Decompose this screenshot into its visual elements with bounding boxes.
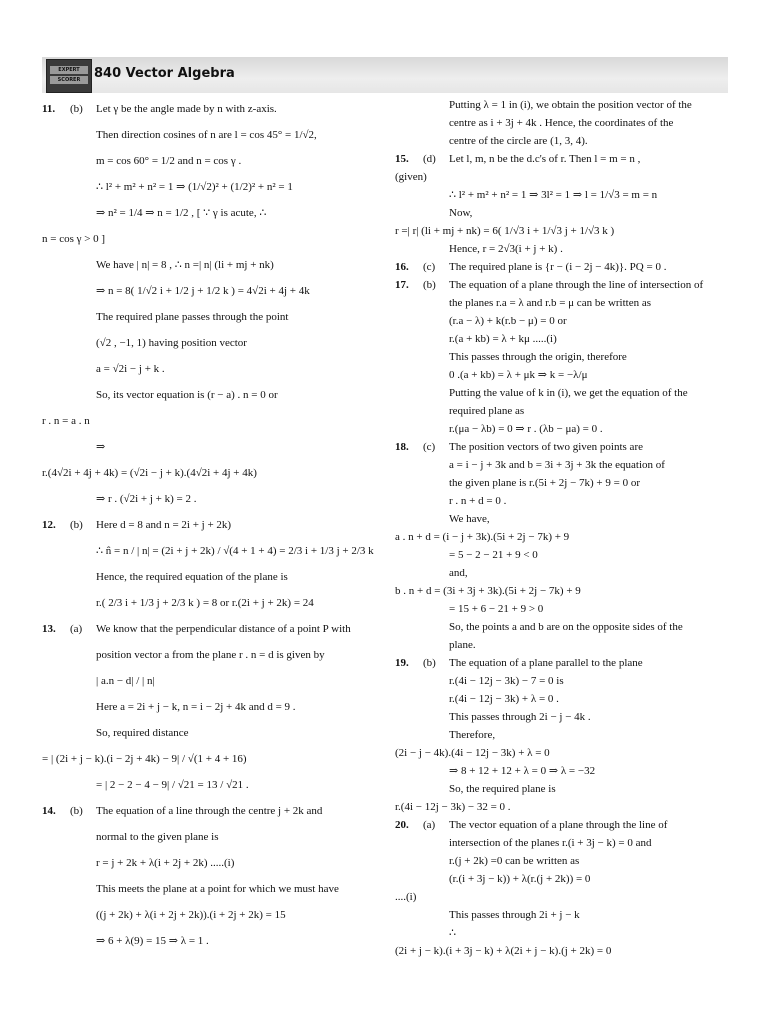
solution-text: required plane as bbox=[449, 405, 525, 417]
solution-text: r.(4i − 12j − 3k) + λ = 0 . bbox=[449, 693, 559, 705]
solution-line bbox=[395, 528, 735, 546]
solution-line bbox=[395, 564, 735, 582]
solution-line bbox=[395, 654, 735, 672]
solution-line bbox=[395, 222, 735, 240]
solution-text: Here d = 8 and n = 2i + j + 2k) bbox=[96, 519, 232, 531]
solution-text: n = cos γ > 0 ] bbox=[42, 233, 106, 245]
solution-text: The equation of a plane through the line of intersection of bbox=[449, 279, 704, 291]
solution-text: = | 2 − 2 − 4 − 9| / √21 = 13 / √21 . bbox=[96, 779, 249, 791]
solution-text: the planes r.a = λ and r.b = μ can be written as bbox=[449, 297, 652, 309]
solution-text: r.(μa − λb) = 0 ⇒ r . (λb − μa) = 0 . bbox=[449, 423, 603, 435]
solution-text: ....(i) bbox=[395, 891, 417, 903]
logo-line-2: SCORER bbox=[50, 76, 88, 84]
solution-line bbox=[395, 330, 735, 348]
solution-line bbox=[395, 672, 735, 690]
solution-text: Putting the value of k in (i), we get the equation of the bbox=[449, 387, 688, 399]
question-number: 13. bbox=[42, 623, 56, 635]
solution-line bbox=[395, 636, 735, 654]
right-column bbox=[395, 96, 735, 960]
question-number: 14. bbox=[42, 805, 56, 817]
solution-line bbox=[395, 150, 735, 168]
solution-line bbox=[395, 186, 735, 204]
solution-line bbox=[395, 276, 735, 294]
logo-line-1: EXPERT bbox=[50, 66, 88, 74]
page-header bbox=[42, 57, 728, 93]
solution-line bbox=[395, 366, 735, 384]
solution-text: We have | n| = 8 , ∴ n =| n| (li + mj + nk) bbox=[96, 259, 274, 271]
solution-line bbox=[395, 942, 735, 960]
answer-option: (a) bbox=[70, 623, 83, 635]
solution-text: (r.a − λ) + k(r.b − μ) = 0 or bbox=[449, 315, 567, 327]
solution-text: The equation of a line through the centre j + 2k and bbox=[96, 805, 323, 817]
solution-line bbox=[395, 168, 735, 186]
answer-option: (b) bbox=[70, 519, 83, 531]
solution-text: The required plane passes through the point bbox=[96, 311, 289, 323]
solution-line bbox=[395, 780, 735, 798]
solution-line bbox=[42, 434, 372, 460]
question-number: 19. bbox=[395, 657, 409, 669]
solution-line bbox=[395, 132, 735, 150]
solution-text: m = cos 60° = 1/2 and n = cos γ . bbox=[96, 155, 242, 167]
solution-line bbox=[395, 852, 735, 870]
solution-line bbox=[42, 96, 372, 122]
solution-line bbox=[42, 278, 372, 304]
solution-text: ((j + 2k) + λ(i + 2j + 2k)).(i + 2j + 2k) = 15 bbox=[96, 909, 286, 921]
solution-text: ⇒ n = 8( 1/√2 i + 1/2 j + 1/2 k ) = 4√2i + 4j + 4k bbox=[96, 285, 310, 297]
solution-text: a = √2i − j + k . bbox=[96, 363, 165, 375]
solution-text: a . n + d = (i − j + 3k).(5i + 2j − 7k) + 9 bbox=[395, 531, 570, 543]
solution-line bbox=[395, 600, 735, 618]
solution-line bbox=[395, 924, 735, 942]
solution-text: ∴ bbox=[449, 927, 456, 939]
solution-text: (r.(i + 3j − k)) + λ(r.(j + 2k)) = 0 bbox=[449, 873, 591, 885]
solution-text: position vector a from the plane r . n = d is given by bbox=[96, 649, 325, 661]
solution-text: ⇒ 6 + λ(9) = 15 ⇒ λ = 1 . bbox=[96, 935, 209, 947]
solution-text: Putting λ = 1 in (i), we obtain the position vector of the bbox=[449, 99, 692, 111]
solution-text: So, its vector equation is (r − a) . n = 0 or bbox=[96, 389, 278, 401]
solution-line bbox=[395, 726, 735, 744]
solution-line bbox=[395, 240, 735, 258]
solution-text: centre of the circle are (1, 3, 4). bbox=[449, 135, 588, 147]
solution-line bbox=[395, 582, 735, 600]
solution-line bbox=[395, 834, 735, 852]
solution-line bbox=[395, 690, 735, 708]
solution-line bbox=[395, 474, 735, 492]
solution-line bbox=[42, 694, 372, 720]
solution-line bbox=[42, 668, 372, 694]
solution-line bbox=[42, 928, 372, 954]
solution-text: The vector equation of a plane through the line of bbox=[449, 819, 668, 831]
solution-line bbox=[395, 294, 735, 312]
solution-line bbox=[42, 486, 372, 512]
solution-line bbox=[42, 538, 372, 564]
solution-line bbox=[42, 122, 372, 148]
solution-line bbox=[395, 510, 735, 528]
solution-text: r.(4i − 12j − 3k) − 32 = 0 . bbox=[395, 801, 511, 813]
solution-line bbox=[395, 96, 735, 114]
solution-text: ∴ l² + m² + n² = 1 ⇒ (1/√2)² + (1/2)² + n² = 1 bbox=[96, 181, 293, 193]
solution-text: the given plane is r.(5i + 2j − 7k) + 9 = 0 or bbox=[449, 477, 641, 489]
solution-line bbox=[395, 744, 735, 762]
question-number: 15. bbox=[395, 153, 409, 165]
solution-text: r.( 2/3 i + 1/3 j + 2/3 k ) = 8 or r.(2i + j + 2k) = 24 bbox=[96, 597, 314, 609]
solution-text: r . n + d = 0 . bbox=[449, 495, 507, 507]
solution-text: ⇒ bbox=[96, 441, 106, 453]
solution-text: Hence, r = 2√3(i + j + k) . bbox=[449, 243, 563, 255]
solution-text: b . n + d = (3i + 3j + 3k).(5i + 2j − 7k) + 9 bbox=[395, 585, 581, 597]
answer-option: (d) bbox=[423, 153, 436, 165]
solution-line bbox=[42, 798, 372, 824]
answer-option: (c) bbox=[423, 261, 436, 273]
solution-line bbox=[395, 402, 735, 420]
solution-line bbox=[42, 304, 372, 330]
publisher-logo bbox=[46, 59, 92, 93]
solution-text: a = i − j + 3k and b = 3i + 3j + 3k the equation of bbox=[449, 459, 665, 471]
answer-option: (a) bbox=[423, 819, 436, 831]
solution-line bbox=[42, 590, 372, 616]
solution-line bbox=[42, 460, 372, 486]
solution-text: Hence, the required equation of the plane is bbox=[96, 571, 288, 583]
solution-line bbox=[42, 616, 372, 642]
answer-option: (b) bbox=[70, 805, 83, 817]
solution-line bbox=[395, 492, 735, 510]
solution-line bbox=[42, 174, 372, 200]
solution-line bbox=[42, 564, 372, 590]
solution-text: This passes through 2i + j − k bbox=[449, 909, 580, 921]
solution-line bbox=[395, 546, 735, 564]
solution-text: = | (2i + j − k).(i − 2j + 4k) − 9| / √(1 + 4 + 16) bbox=[42, 753, 247, 765]
question-number: 20. bbox=[395, 819, 409, 831]
solution-line bbox=[42, 512, 372, 538]
solution-text: r . n = a . n bbox=[42, 415, 90, 427]
left-column bbox=[42, 96, 372, 954]
solution-text: This passes through the origin, therefore bbox=[449, 351, 627, 363]
solution-line bbox=[395, 708, 735, 726]
solution-line bbox=[395, 312, 735, 330]
solution-text: Let l, m, n be the d.c's of r. Then l = m = n , bbox=[449, 153, 641, 165]
solution-line bbox=[42, 720, 372, 746]
solution-line bbox=[42, 642, 372, 668]
question-number: 11. bbox=[42, 103, 56, 115]
question-number: 17. bbox=[395, 279, 409, 291]
solution-text: = 5 − 2 − 21 + 9 < 0 bbox=[449, 549, 538, 561]
solution-line bbox=[395, 420, 735, 438]
solution-line bbox=[395, 258, 735, 276]
solution-text: (√2 , −1, 1) having position vector bbox=[96, 337, 247, 349]
solution-line bbox=[42, 252, 372, 278]
solution-line bbox=[42, 772, 372, 798]
solution-text: Therefore, bbox=[449, 729, 496, 741]
solution-line bbox=[42, 382, 372, 408]
solution-line bbox=[395, 888, 735, 906]
solution-line bbox=[395, 906, 735, 924]
answer-option: (c) bbox=[423, 441, 436, 453]
solution-line bbox=[42, 876, 372, 902]
solution-line bbox=[42, 356, 372, 382]
solution-text: (2i + j − k).(i + 3j − k) + λ(2i + j − k).(j + 2k) = 0 bbox=[395, 945, 612, 957]
solution-text: ⇒ r . (√2i + j + k) = 2 . bbox=[96, 493, 197, 505]
solution-text: 0 .(a + kb) = λ + μk ⇒ k = −λ/μ bbox=[449, 369, 588, 381]
solution-line bbox=[42, 824, 372, 850]
solution-line bbox=[42, 408, 372, 434]
solution-line bbox=[395, 438, 735, 456]
solution-text: r.(4i − 12j − 3k) − 7 = 0 is bbox=[449, 675, 564, 687]
solution-line bbox=[395, 816, 735, 834]
solution-line bbox=[395, 618, 735, 636]
solution-line bbox=[395, 348, 735, 366]
solution-text: We have, bbox=[449, 513, 490, 525]
solution-text: Here a = 2i + j − k, n = i − 2j + 4k and d = 9 . bbox=[96, 701, 296, 713]
solution-line bbox=[395, 762, 735, 780]
solution-text: r.(j + 2k) =0 can be written as bbox=[449, 855, 580, 867]
solution-text: So, required distance bbox=[96, 727, 189, 739]
solution-line bbox=[42, 226, 372, 252]
solution-text: The equation of a plane parallel to the plane bbox=[449, 657, 643, 669]
solution-text: The required plane is {r − (i − 2j − 4k)}. PQ = 0 . bbox=[449, 261, 667, 273]
solution-text: = 15 + 6 − 21 + 9 > 0 bbox=[449, 603, 544, 615]
solution-line bbox=[395, 114, 735, 132]
solution-text: r.(a + kb) = λ + kμ .....(i) bbox=[449, 333, 557, 345]
solution-text: So, the points a and b are on the opposite sides of the bbox=[449, 621, 683, 633]
solution-line bbox=[42, 850, 372, 876]
solution-text: So, the required plane is bbox=[449, 783, 556, 795]
solution-line bbox=[42, 330, 372, 356]
solution-text: (given) bbox=[395, 171, 427, 183]
solution-line bbox=[395, 204, 735, 222]
solution-text: Now, bbox=[449, 207, 473, 219]
solution-text: and, bbox=[449, 567, 468, 579]
answer-option: (b) bbox=[70, 103, 83, 115]
solution-line bbox=[395, 384, 735, 402]
solution-text: This meets the plane at a point for which we must have bbox=[96, 883, 339, 895]
question-number: 16. bbox=[395, 261, 409, 273]
solution-text: ⇒ 8 + 12 + 12 + λ = 0 ⇒ λ = −32 bbox=[449, 765, 596, 777]
solution-text: (2i − j − 4k).(4i − 12j − 3k) + λ = 0 bbox=[395, 747, 550, 759]
solution-text: r = j + 2k + λ(i + 2j + 2k) .....(i) bbox=[96, 857, 235, 869]
solution-text: ∴ n̂ = n / | n| = (2i + j + 2k) / √(4 + 1 + 4) = 2/3 i + 1/3 j + 2/3 k bbox=[96, 545, 374, 557]
solution-line bbox=[42, 148, 372, 174]
question-number: 18. bbox=[395, 441, 409, 453]
solution-text: The position vectors of two given points are bbox=[449, 441, 643, 453]
solution-text: Let γ be the angle made by n with z-axis. bbox=[96, 103, 277, 115]
solution-line bbox=[42, 746, 372, 772]
solution-text: This passes through 2i − j − 4k . bbox=[449, 711, 591, 723]
solution-text: r =| r| (li + mj + nk) = 6( 1/√3 i + 1/√3 j + 1/√3 k ) bbox=[395, 225, 615, 237]
chapter-title: 840 Vector Algebra bbox=[94, 66, 235, 81]
answer-option: (b) bbox=[423, 279, 436, 291]
solution-text: | a.n − d| / | n| bbox=[96, 675, 155, 687]
solution-line bbox=[42, 902, 372, 928]
solution-line bbox=[395, 456, 735, 474]
solution-line bbox=[395, 870, 735, 888]
solution-text: plane. bbox=[449, 639, 476, 651]
solution-text: intersection of the planes r.(i + 3j − k) = 0 and bbox=[449, 837, 652, 849]
solution-text: r.(4√2i + 4j + 4k) = (√2i − j + k).(4√2i + 4j + 4k) bbox=[42, 467, 257, 479]
answer-option: (b) bbox=[423, 657, 436, 669]
solution-line bbox=[395, 798, 735, 816]
solution-text: normal to the given plane is bbox=[96, 831, 219, 843]
solution-text: ∴ l² + m² + n² = 1 ⇒ 3l² = 1 ⇒ l = 1/√3 = m = n bbox=[449, 189, 658, 201]
solution-line bbox=[42, 200, 372, 226]
question-number: 12. bbox=[42, 519, 56, 531]
solution-text: We know that the perpendicular distance of a point P with bbox=[96, 623, 351, 635]
solution-text: centre as i + 3j + 4k . Hence, the coordinates of the bbox=[449, 117, 674, 129]
solution-text: Then direction cosines of n are l = cos 45° = 1/√2, bbox=[96, 129, 317, 141]
solution-text: ⇒ n² = 1/4 ⇒ n = 1/2 , [ ∵ γ is acute, ∴ bbox=[96, 207, 267, 219]
